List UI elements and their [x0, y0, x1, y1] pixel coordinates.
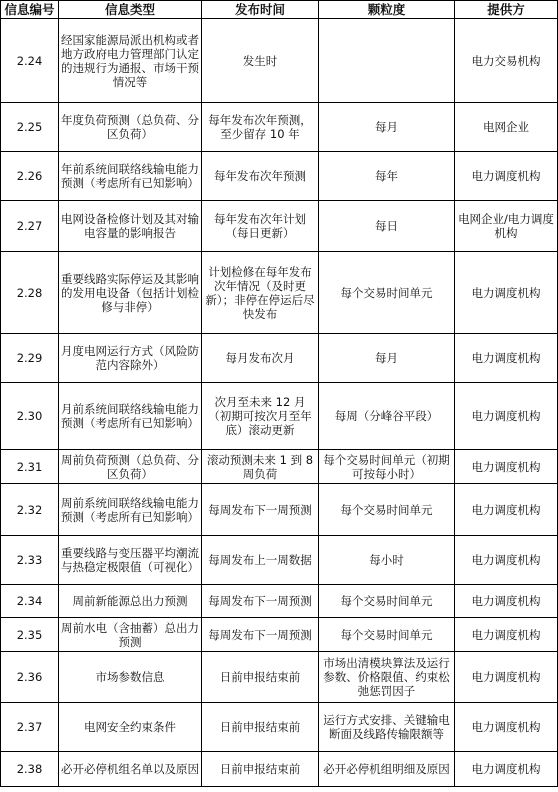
- table-row: [1, 484, 558, 536]
- info-type: 年度负荷预测（总负荷、分区负荷）: [59, 103, 202, 152]
- table-row: [1, 618, 558, 652]
- publish-time: 每年发布次年计划（每日更新）: [202, 201, 319, 252]
- header-row: [1, 1, 558, 19]
- info-id: 2.31: [1, 450, 59, 484]
- granularity: 每个交易时间单元（初期可按每小时）: [319, 450, 455, 484]
- table-row: [1, 103, 558, 152]
- column-header: 颗粒度: [319, 1, 455, 19]
- granularity: 每个交易时间单元: [319, 618, 455, 652]
- info-type: 经国家能源局派出机构或者地方政府电力管理部门认定的违规行为通报、市场干预情况等: [59, 19, 202, 103]
- info-type: 重要线路实际停运及其影响的发用电设备（包括计划检修与非停）: [59, 252, 202, 334]
- provider: 电力调度机构: [455, 383, 558, 450]
- info-type: 周前系统间联络线输电能力预测（考虑所有已知影响）: [59, 484, 202, 536]
- info-id: 2.36: [1, 652, 59, 703]
- publish-time: 每周发布下一周预测: [202, 585, 319, 618]
- provider: 电力交易机构: [455, 19, 558, 103]
- provider: 电力调度机构: [455, 752, 558, 787]
- provider: 电力调度机构: [455, 152, 558, 201]
- provider: 电网企业/电力调度机构: [455, 201, 558, 252]
- provider: 电力调度机构: [455, 484, 558, 536]
- info-type: 电网设备检修计划及其对输电容量的影响报告: [59, 201, 202, 252]
- info-id: 2.33: [1, 536, 59, 585]
- info-id: 2.38: [1, 752, 59, 787]
- publish-time: 次月至未来 12 月（初期可按次月至年底）滚动更新: [202, 383, 319, 450]
- column-header: 发布时间: [202, 1, 319, 19]
- info-type: 周前新能源总出力预测: [59, 585, 202, 618]
- info-type: 电网安全约束条件: [59, 703, 202, 752]
- provider: 电力调度机构: [455, 652, 558, 703]
- publish-time: 计划检修在每年发布次年情况（及时更新）；非停在停运后尽快发布: [202, 252, 319, 334]
- provider: 电力调度机构: [455, 536, 558, 585]
- granularity: 每小时: [319, 536, 455, 585]
- info-id: 2.24: [1, 19, 59, 103]
- granularity: [319, 19, 455, 103]
- provider: 电力调度机构: [455, 585, 558, 618]
- table-row: [1, 536, 558, 585]
- granularity: 每周（分峰谷平段）: [319, 383, 455, 450]
- table-row: [1, 450, 558, 484]
- info-id: 2.28: [1, 252, 59, 334]
- column-header: 信息编号: [1, 1, 59, 19]
- publish-time: 每年发布次年预测，至少留存 10 年: [202, 103, 319, 152]
- table-row: [1, 585, 558, 618]
- publish-time: 每周发布下一周预测: [202, 618, 319, 652]
- provider: 电力调度机构: [455, 450, 558, 484]
- info-type: 必开必停机组名单以及原因: [59, 752, 202, 787]
- info-type: 周前负荷预测（总负荷、分区负荷）: [59, 450, 202, 484]
- publish-time: 每周发布下一周预测: [202, 484, 319, 536]
- table-row: [1, 703, 558, 752]
- provider: 电力调度机构: [455, 703, 558, 752]
- info-id: 2.29: [1, 334, 59, 383]
- info-id: 2.26: [1, 152, 59, 201]
- publish-time: 日前申报结束前: [202, 752, 319, 787]
- granularity: 每月: [319, 334, 455, 383]
- publish-time: 滚动预测未来 1 到 8 周负荷: [202, 450, 319, 484]
- info-id: 2.34: [1, 585, 59, 618]
- provider: 电力调度机构: [455, 334, 558, 383]
- info-type: 市场参数信息: [59, 652, 202, 703]
- publish-time: 每年发布次年预测: [202, 152, 319, 201]
- granularity: 每月: [319, 103, 455, 152]
- publish-time: 每周发布上一周数据: [202, 536, 319, 585]
- granularity: 每个交易时间单元: [319, 585, 455, 618]
- provider: 电力调度机构: [455, 618, 558, 652]
- provider: 电力调度机构: [455, 252, 558, 334]
- info-type: 年前系统间联络线输电能力预测（考虑所有已知影响）: [59, 152, 202, 201]
- table-row: [1, 752, 558, 787]
- info-id: 2.30: [1, 383, 59, 450]
- column-header: 提供方: [455, 1, 558, 19]
- granularity: 每个交易时间单元: [319, 252, 455, 334]
- info-type: 月前系统间联络线输电能力预测（考虑所有已知影响）: [59, 383, 202, 450]
- publish-time: 每月发布次月: [202, 334, 319, 383]
- table-row: [1, 201, 558, 252]
- info-id: 2.35: [1, 618, 59, 652]
- granularity: 必开必停机组明细及原因: [319, 752, 455, 787]
- info-id: 2.27: [1, 201, 59, 252]
- granularity: 市场出清模块算法及运行参数、价格限值、约束松弛惩罚因子: [319, 652, 455, 703]
- info-type: 周前水电（含抽蓄）总出力预测: [59, 618, 202, 652]
- info-id: 2.25: [1, 103, 59, 152]
- granularity: 运行方式安排、关键输电断面及线路传输限额等: [319, 703, 455, 752]
- info-type: 月度电网运行方式（风险防范内容除外）: [59, 334, 202, 383]
- info-id: 2.37: [1, 703, 59, 752]
- publish-time: 日前申报结束前: [202, 703, 319, 752]
- column-header: 信息类型: [59, 1, 202, 19]
- publish-time: 发生时: [202, 19, 319, 103]
- table-row: [1, 334, 558, 383]
- provider: 电网企业: [455, 103, 558, 152]
- table-row: [1, 152, 558, 201]
- table-row: [1, 383, 558, 450]
- granularity: 每日: [319, 201, 455, 252]
- publish-time: 日前申报结束前: [202, 652, 319, 703]
- table-row: [1, 19, 558, 103]
- table-row: [1, 252, 558, 334]
- table-row: [1, 652, 558, 703]
- granularity: 每个交易时间单元: [319, 484, 455, 536]
- granularity: 每年: [319, 152, 455, 201]
- info-id: 2.32: [1, 484, 59, 536]
- info-type: 重要线路与变压器平均潮流与热稳定极限值（可视化）: [59, 536, 202, 585]
